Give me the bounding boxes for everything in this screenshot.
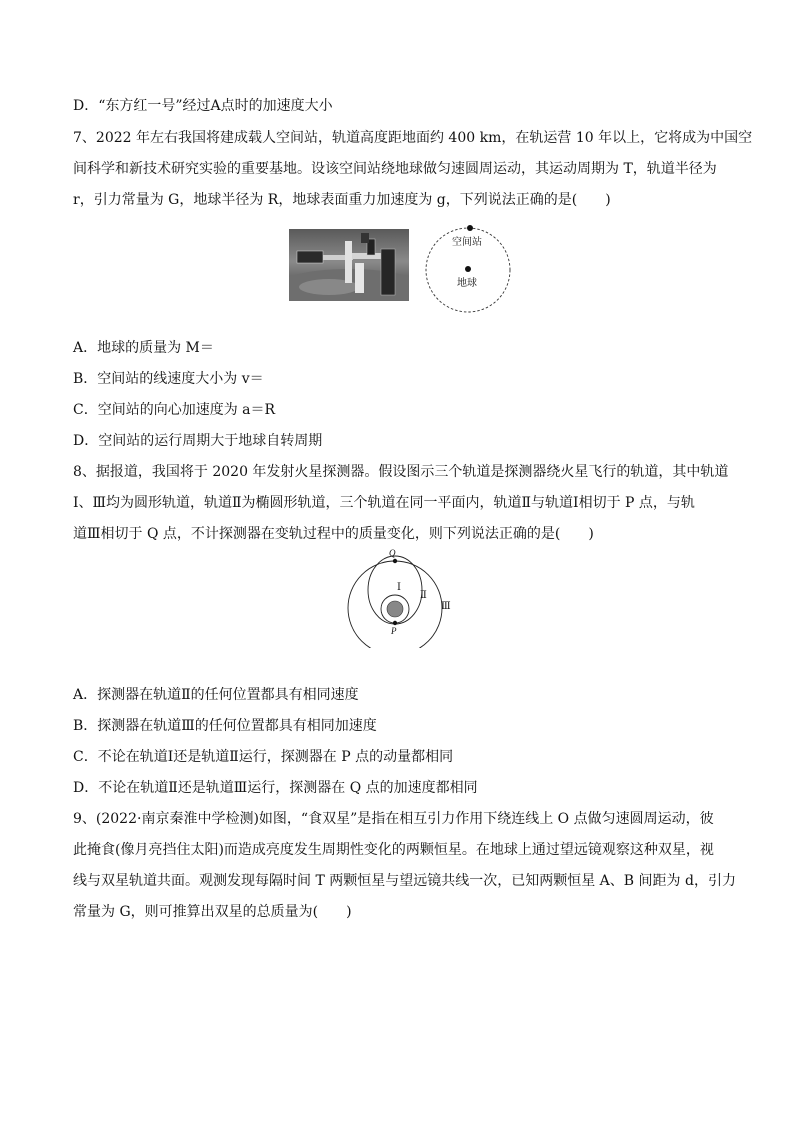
q8-option-c: C．不论在轨道Ⅰ还是轨道Ⅱ运行，探测器在 P 点的动量都相同 — [73, 749, 454, 765]
q7-option-d: D．空间站的运行周期大于地球自转周期 — [73, 433, 323, 449]
q7-option-c: C．空间站的向心加速度为 a＝R — [73, 402, 276, 418]
q7-stem-line-3: r，引力常量为 G，地球半径为 R，地球表面重力加速度为 g，下列说法正确的是( ) — [73, 192, 611, 208]
label-p: P — [391, 626, 397, 636]
q9-stem-line-3: 线与双星轨道共面。观测发现每隔时间 T 两颗恒星与望远镜共线一次，已知两颗恒星 A、B 间距为 d，引力 — [73, 873, 736, 889]
q9-stem-line-2: 此掩食(像月亮挡住太阳)而造成亮度发生周期性变化的两颗恒星。在地球上通过望远镜观察这种双星，视 — [73, 842, 714, 858]
space-station-dot — [467, 225, 473, 231]
label-orbit-1: Ⅰ — [397, 582, 401, 593]
earth-label: 地球 — [457, 278, 477, 289]
label-q: Q — [389, 548, 396, 558]
q7-option-b: B．空间站的线速度大小为 v＝ — [73, 371, 264, 387]
earth-dot — [465, 266, 471, 272]
station-label: 空间站 — [452, 237, 482, 248]
q8-stem-line-2: Ⅰ、Ⅲ均为圆形轨道，轨道Ⅱ为椭圆形轨道，三个轨道在同一平面内，轨道Ⅱ与轨道Ⅰ相切于 P 点，与轨 — [73, 495, 695, 511]
q9-stem-line-4: 常量为 G，则可推算出双星的总质量为( ) — [73, 904, 352, 920]
q8-stem-line-1: 8、据报道，我国将于 2020 年发射火星探测器。假设图示三个轨道是探测器绕火星飞行的轨道，其中轨道 — [73, 464, 729, 480]
station-orbit-diagram — [420, 218, 520, 318]
label-orbit-2: Ⅱ — [420, 590, 427, 601]
q7-option-a: A．地球的质量为 M＝ — [73, 340, 214, 356]
q9-stem-line-1: 9、(2022·南京秦淮中学检测)如图，“食双星”是指在相互引力作用下绕连线上 O 点做匀速圆周运动，彼 — [73, 811, 714, 827]
mars-orbit-diagram — [340, 548, 460, 648]
space-station-photo — [289, 229, 409, 301]
q7-stem-line-2: 间科学和新技术研究实验的重要基地。设该空间站绕地球做匀速圆周运动，其运动周期为 T，轨道半径为 — [73, 161, 717, 177]
q8-stem-line-3: 道Ⅲ相切于 Q 点，不计探测器在变轨过程中的质量变化，则下列说法正确的是( ) — [73, 526, 594, 542]
q8-option-a: A．探测器在轨道Ⅱ的任何位置都具有相同速度 — [73, 687, 359, 703]
q7-stem-line-1: 7、2022 年左右我国将建成载人空间站，轨道高度距地面约 400 km，在轨运营 10 年以上，它将成为中国空 — [73, 130, 753, 146]
label-orbit-3: Ⅲ — [441, 601, 451, 612]
q8-option-b: B．探测器在轨道Ⅲ的任何位置都具有相同加速度 — [73, 718, 377, 734]
q6-option-d: D．“东方红一号”经过A点时的加速度大小 — [73, 98, 333, 114]
point-p-dot — [393, 621, 397, 625]
mars-planet — [387, 601, 403, 617]
q8-option-d: D．不论在轨道Ⅱ还是轨道Ⅲ运行，探测器在 Q 点的加速度都相同 — [73, 780, 478, 796]
point-q-dot — [393, 559, 397, 563]
